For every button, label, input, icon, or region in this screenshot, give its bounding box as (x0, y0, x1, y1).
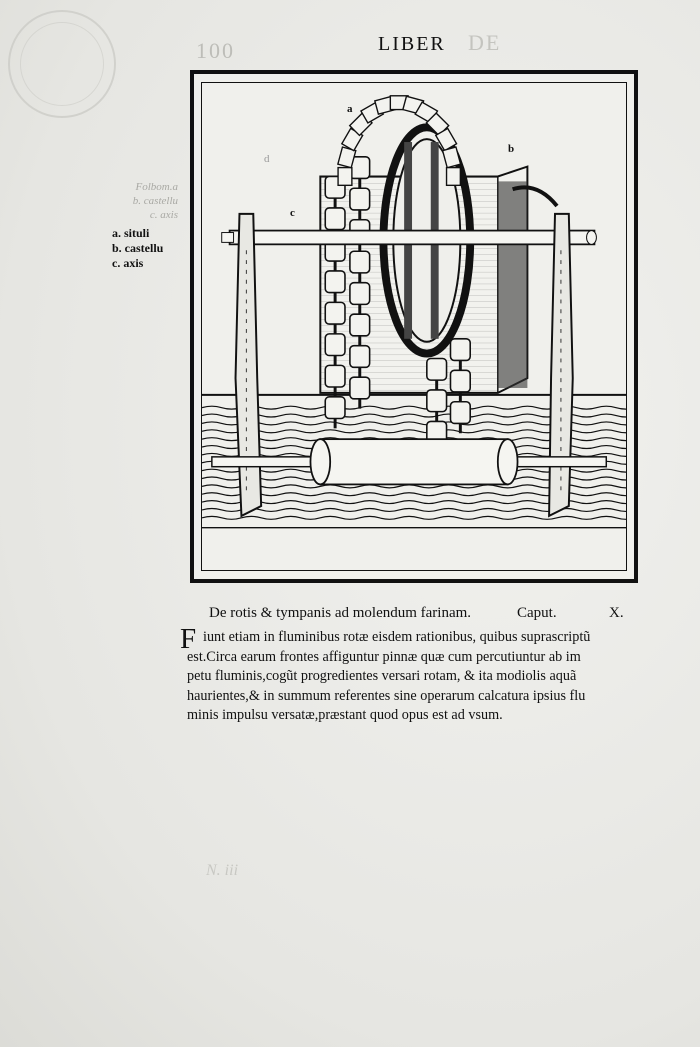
woodcut-inner-frame (201, 82, 627, 571)
ghost-margin-notes (118, 180, 178, 222)
upper-axle (222, 231, 597, 245)
bucket (350, 188, 370, 210)
bucket (450, 370, 470, 392)
ghost-margin-note: c. axis (149, 209, 178, 221)
bucket (350, 251, 370, 273)
water-wave-line (202, 516, 626, 519)
bucket (350, 377, 370, 399)
bucket (450, 402, 470, 424)
margin-notes (112, 226, 163, 271)
figure-label-b: b (508, 143, 515, 155)
running-head: LIBER (378, 33, 446, 55)
margin-note-c: c. axis (112, 256, 144, 270)
woodcut-figure (190, 70, 638, 583)
bucket (350, 314, 370, 336)
bucket (325, 208, 345, 230)
ghost-folio-number: 100 (196, 38, 235, 63)
bucket (450, 339, 470, 361)
ghost-margin-note: b. castellu (132, 195, 178, 207)
body-line: iunt etiam in fluminibus rotæ eisdem rationibus, quibus suprascriptũ (203, 629, 591, 645)
body-line: petu fluminis,cogũt progredientes versari rotam, & ita modiolis aquã (187, 668, 577, 684)
body-line: minis impulsu versatæ,præstant quod opus est ad vsum. (187, 707, 503, 723)
ghost-signature-mark: N. iii (206, 862, 239, 879)
body-line: haurientes,& in summum referentes sine operarum calcatura ipsius flu (187, 687, 586, 704)
bucket (325, 334, 345, 356)
ghost-running-head: DE (468, 30, 502, 55)
bucket (325, 397, 345, 419)
figure-label-d: d (264, 153, 270, 165)
bucket (350, 346, 370, 368)
bucket (325, 302, 345, 324)
bucket (350, 283, 370, 305)
figure-label-a: a (347, 103, 353, 115)
bucket (325, 365, 345, 387)
figure-label-c: c (290, 207, 295, 219)
bucket (427, 358, 447, 380)
caption-number: X. (609, 605, 624, 621)
body-line: est.Circa earum frontes affiguntur pinnæ quæ cum percutiuntur ab im (187, 648, 581, 665)
caption-title: De rotis & tympanis ad molendum farinam. (209, 605, 472, 621)
bucket (338, 168, 352, 186)
bucket (325, 271, 345, 293)
lower-drum (212, 439, 606, 484)
bucket (427, 390, 447, 412)
bucket (447, 168, 461, 186)
body-paragraph (187, 628, 657, 726)
ghost-margin-note: Folbom.a (135, 181, 178, 193)
caption-word: Caput. (517, 605, 557, 621)
margin-note-a: a. situli (112, 226, 150, 240)
drop-capital: F (180, 623, 197, 655)
library-stamp (8, 10, 116, 118)
margin-note-b: b. castellu (112, 241, 164, 255)
